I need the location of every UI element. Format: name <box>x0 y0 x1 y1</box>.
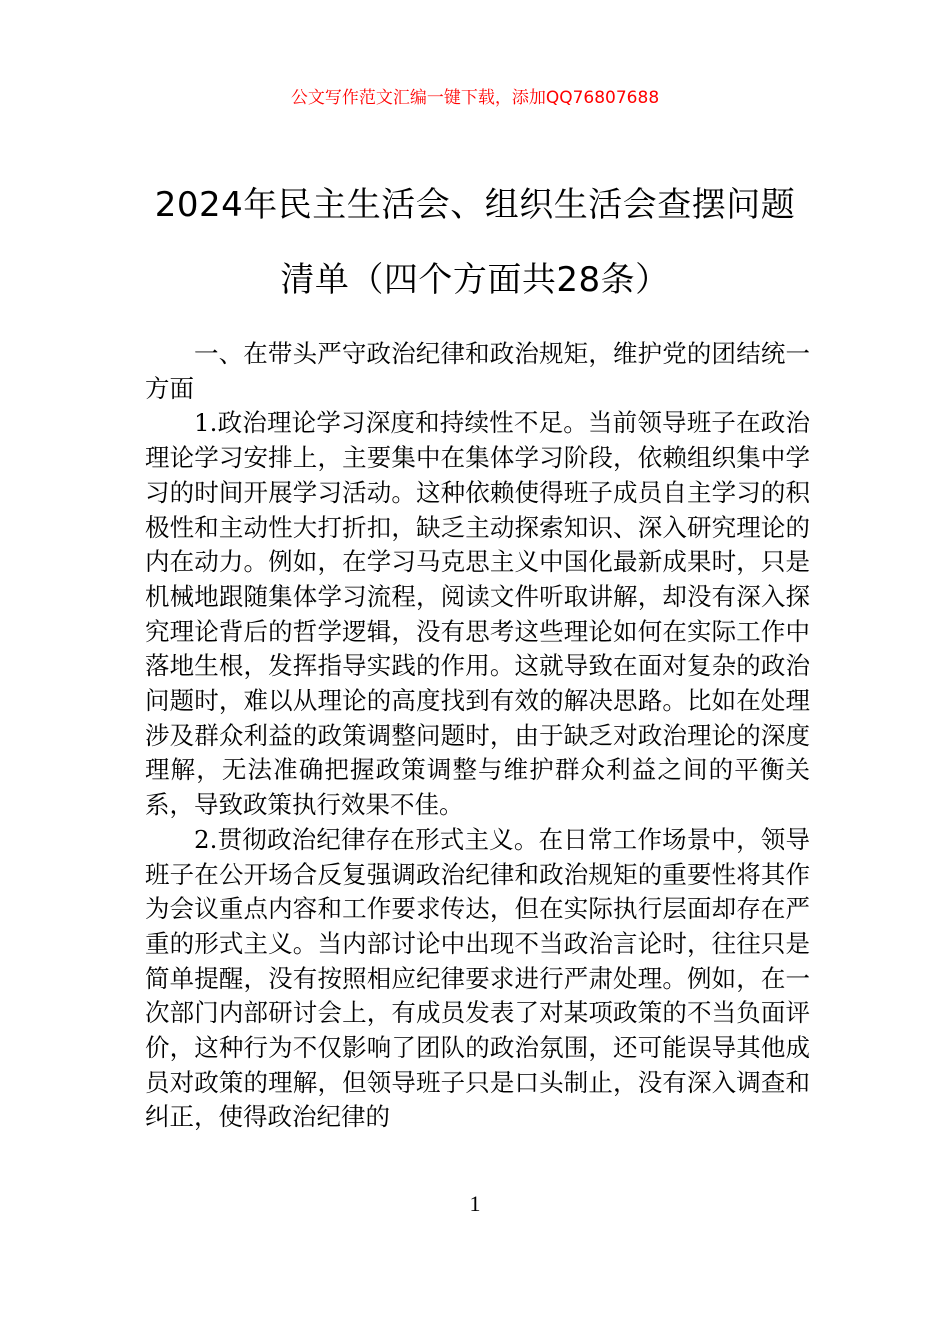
title-line-1: 2024年民主生活会、组织生活会查摆问题 <box>154 185 796 225</box>
section-heading: 一、在带头严守政治纪律和政治规矩，维护党的团结统一方面 <box>145 339 810 403</box>
paragraph-1: 1.政治理论学习深度和持续性不足。当前领导班子在政治理论学习安排上，主要集中在集体学习阶段，依赖组织集中学习的时间开展学习活动。这种依赖使得班子成员自主学习的积极性和主动性大打折扣，缺乏主动探索知识、深入研究理论的内在动力。例如，在学习马克思主义中国化最新成果时，只是机械地跟随集体学习流程，阅读文件听取讲解，却没有深入探究理论背后的哲学逻辑，没有思考这些理论如何在实际工作中落地生根，发挥指导实践的作用。这就导致在面对复杂的政治问题时，难以从理论的高度找到有效的解决思路。比如在处理涉及群众利益的政策调整问题时，由于缺乏对政治理论的深度理解，无法准确把握政策调整与维护群众利益之间的平衡关系，导致政策执行效果不佳。 <box>145 408 810 820</box>
document-title <box>100 168 850 318</box>
paragraph-2: 2.贯彻政治纪律存在形式主义。在日常工作场景中，领导班子在公开场合反复强调政治纪律和政治规矩的重要性将其作为会议重点内容和工作要求传达，但在实际执行层面却存在严重的形式主义。当内部讨论中出现不当政治言论时，往往只是简单提醒，没有按照相应纪律要求进行严肃处理。例如，在一次部门内部研讨会上，有成员发表了对某项政策的不当负面评价，这种行为不仅影响了团队的政治氛围，还可能误导其他成员对政策的理解，但领导班子只是口头制止，没有深入调查和纠正，使得政治纪律的 <box>145 824 810 1132</box>
title-line-2: 清单（四个方面共28条） <box>280 260 670 300</box>
page-number: 1 <box>469 1191 481 1216</box>
download-banner: 公文写作范文汇编一键下载，添加QQ76807688 <box>290 88 660 108</box>
document-body <box>145 337 810 1135</box>
